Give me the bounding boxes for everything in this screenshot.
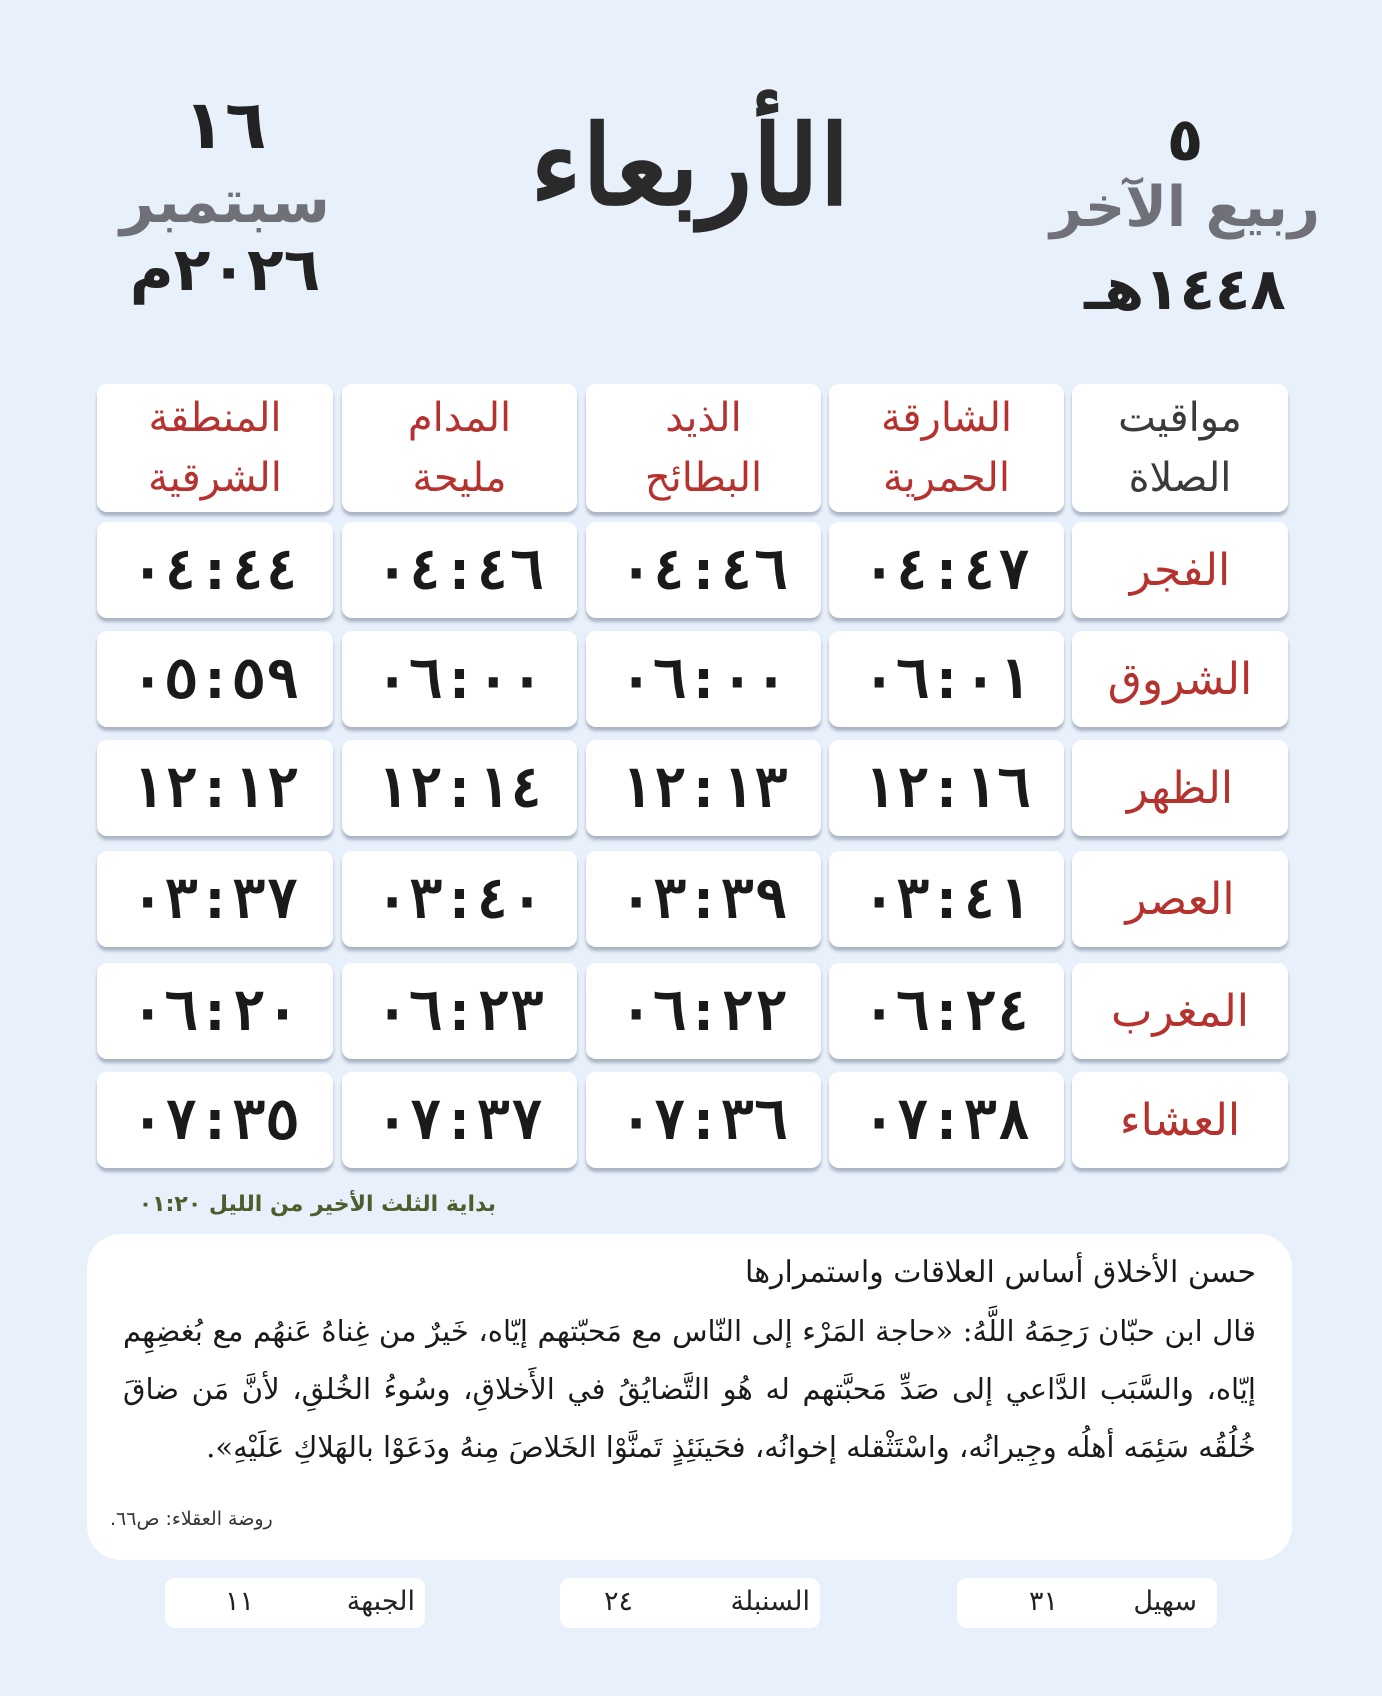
time-cell: ٠٦:٢٤ xyxy=(829,963,1064,1059)
time-cell: ٠٣:٣٩ xyxy=(586,851,821,947)
corner-line-1: مواقيت xyxy=(1118,395,1242,441)
city-line-2: الحمرية xyxy=(883,455,1010,501)
city-line-2: الشرقية xyxy=(148,455,282,501)
time-cell: ٠٤:٤٦ xyxy=(586,522,821,618)
time-cell: ٠٦:٢٠ xyxy=(97,963,333,1059)
hijri-month: ربيع الآخر xyxy=(1050,175,1320,240)
star-value: ٢٤ xyxy=(604,1586,634,1617)
weekday-title: الأربعاء xyxy=(530,101,850,230)
city-line-1: المنطقة xyxy=(148,395,282,441)
time-cell: ٠٤:٤٤ xyxy=(97,522,333,618)
time-cell: ٠٧:٣٦ xyxy=(586,1072,821,1168)
time-cell: ١٢:١٤ xyxy=(342,740,577,836)
star-box-jabha xyxy=(165,1578,425,1628)
city-line-1: المدام xyxy=(407,395,512,441)
prayer-name-isha: العشاء xyxy=(1072,1072,1288,1168)
prayer-name-maghrib: المغرب xyxy=(1072,963,1288,1059)
star-name: الجبهة xyxy=(346,1586,415,1617)
time-cell: ٠٦:٠١ xyxy=(829,631,1064,727)
gregorian-month: سبتمبر xyxy=(119,167,331,237)
city-header-eastern-region xyxy=(97,384,333,512)
quote-body: قال ابن حبّان رَحِمَهُ اللَّهُ: «حاجة المَرْء إلى النّاس مع مَحبّتهم إيّاه، خَيرٌ من غِناهُ عَنهُم مع بُغضِهِم إيّاه، والسَّبَب الدَّاعي إلى صَدِّ مَحبَّتهم له هُو التَّضايُقُ في الأَخلاقِ، وسُوءُ الخُلقِ، لأنَّ مَن ضاقَ خُلُقُه سَئِمَه أهلُه وجِيرانُه، واسْتَثْقله إخوانُه، فحَينَئِذٍ تَمنَّوْا الخَلاصَ مِنهُ ودَعَوْا بالهَلاكِ عَلَيْهِ». xyxy=(123,1314,1256,1464)
hijri-day: ٥ xyxy=(1166,105,1204,175)
star-value: ٣١ xyxy=(1029,1586,1059,1617)
time-cell: ٠٦:٢٣ xyxy=(342,963,577,1059)
time-cell: ٠٣:٣٧ xyxy=(97,851,333,947)
prayer-name-dhuhr: الظهر xyxy=(1072,740,1288,836)
city-header-madam-mleiha xyxy=(342,384,577,512)
hijri-year: ١٤٤٨هـ xyxy=(1084,255,1286,323)
city-line-2: البطائح xyxy=(644,455,763,501)
city-line-1: الشارقة xyxy=(880,395,1013,441)
gregorian-day: ١٦ xyxy=(183,86,267,165)
quote-source: روضة العقلاء: ص٦٦. xyxy=(110,1508,273,1530)
star-name: سهيل xyxy=(1133,1586,1197,1617)
time-cell: ٠٥:٥٩ xyxy=(97,631,333,727)
time-cell: ٠٤:٤٦ xyxy=(342,522,577,618)
time-cell: ٠٣:٤٠ xyxy=(342,851,577,947)
time-cell: ٠٦:٠٠ xyxy=(586,631,821,727)
time-cell: ٠٦:٢٢ xyxy=(586,963,821,1059)
last-third-night-note: بداية الثلث الأخير من الليل ٠١:٢٠ xyxy=(138,1192,496,1217)
star-box-suhail xyxy=(957,1578,1217,1628)
time-cell: ٠٦:٠٠ xyxy=(342,631,577,727)
star-name: السنبلة xyxy=(730,1586,810,1617)
time-cell: ٠٣:٤١ xyxy=(829,851,1064,947)
star-box-sunbula xyxy=(560,1578,820,1628)
time-cell: ٠٤:٤٧ xyxy=(829,522,1064,618)
time-cell: ٠٧:٣٨ xyxy=(829,1072,1064,1168)
time-cell: ٠٧:٣٧ xyxy=(342,1072,577,1168)
city-header-dhaid-bataeh xyxy=(586,384,821,512)
quote-title: حسن الأخلاق أساس العلاقات واستمرارها xyxy=(745,1255,1256,1290)
star-value: ١١ xyxy=(225,1586,255,1617)
prayer-name-asr: العصر xyxy=(1072,851,1288,947)
city-header-sharjah-hamriyah xyxy=(829,384,1064,512)
time-cell: ٠٧:٣٥ xyxy=(97,1072,333,1168)
gregorian-year: ٢٠٢٦م xyxy=(129,235,321,305)
table-corner-label xyxy=(1072,384,1288,512)
time-cell: ١٢:١٢ xyxy=(97,740,333,836)
corner-line-2: الصلاة xyxy=(1128,455,1232,501)
time-cell: ١٢:١٣ xyxy=(586,740,821,836)
prayer-name-shurooq: الشروق xyxy=(1072,631,1288,727)
city-line-2: مليحة xyxy=(412,455,507,501)
prayer-name-fajr: الفجر xyxy=(1072,522,1288,618)
city-line-1: الذيد xyxy=(665,395,742,441)
time-cell: ١٢:١٦ xyxy=(829,740,1064,836)
